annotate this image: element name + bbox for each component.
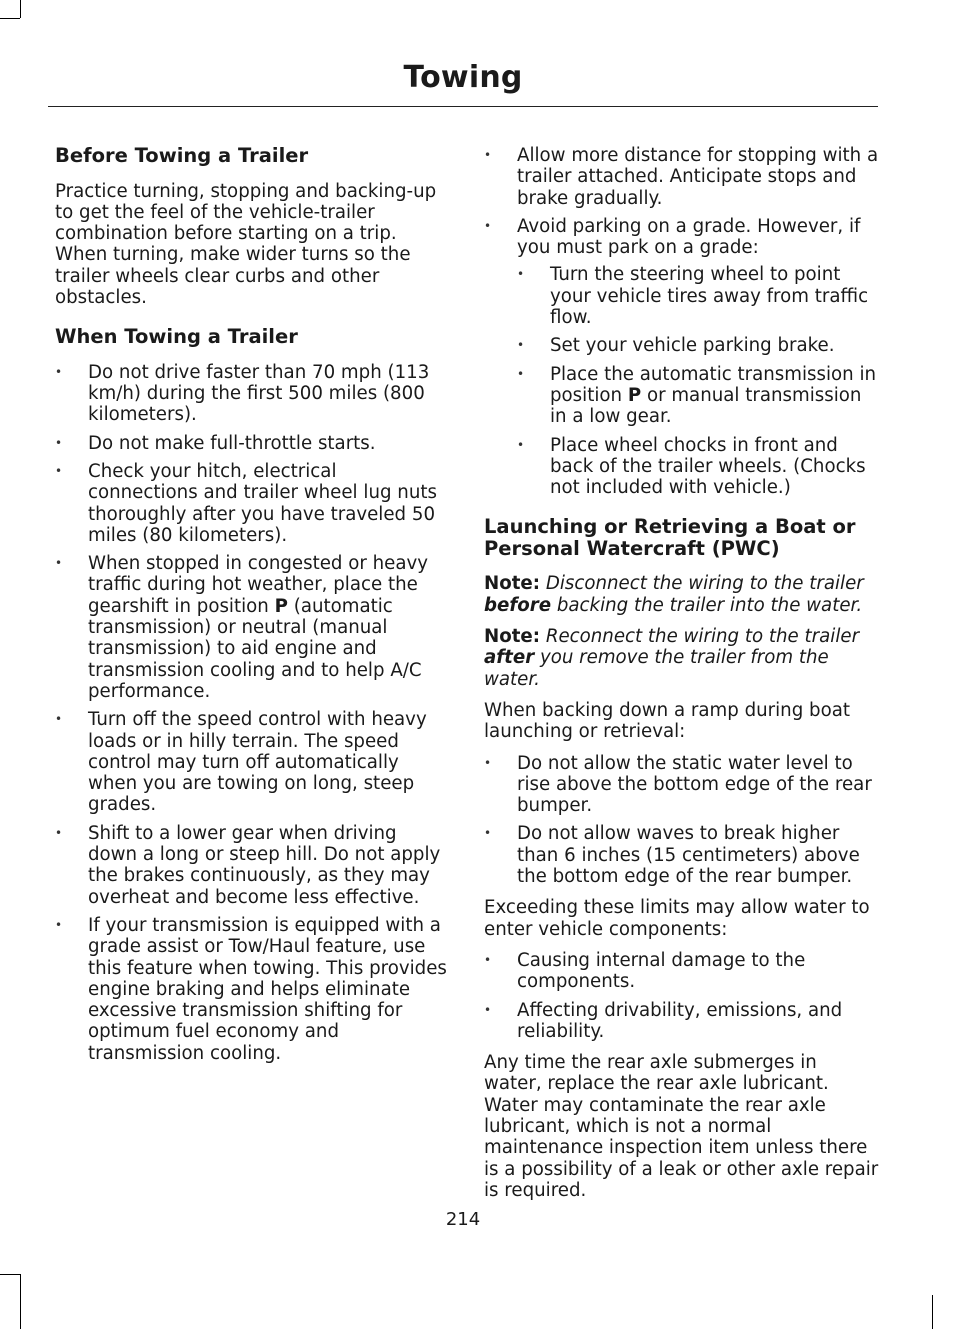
item-text: When stopped in congested or heavy traffic during hot weather, place the gearshift in position xyxy=(88,553,428,617)
sub-list-item xyxy=(517,364,879,428)
stopping-list xyxy=(484,145,879,498)
list-item: • Affecting drivability, emissions, and reliability. xyxy=(484,1000,879,1043)
list-item: • Do not drive faster than 70 mph (113 km/h) during the first 500 miles (800 kilometers). xyxy=(55,362,450,426)
note-text: backing the trailer into the water. xyxy=(551,594,863,616)
list-item: • Allow more distance for stopping with a trailer attached. Anticipate stops and brake gradually. xyxy=(484,145,879,209)
before-towing-paragraph: Practice turning, stopping and backing-up to get the feel of the vehicle-trailer combination before starting on a trip. When turning, make wider turns so the trailer wheels clear curbs and other obstacles. xyxy=(55,180,437,308)
note-label: Note: xyxy=(484,626,541,648)
page-title: Towing xyxy=(403,60,523,95)
note-text: Reconnect the wiring to the trailer xyxy=(540,626,860,648)
list-item: • Shift to a lower gear when driving down a long or steep hill. Do not apply the brakes continuously, as they may overheat and become less effective. xyxy=(55,823,450,908)
title-rule xyxy=(48,106,878,107)
note-emphasis: after xyxy=(484,647,535,669)
crop-mark-top-left-v xyxy=(20,0,21,18)
ramp-paragraph: When backing down a ramp during boat launching or retrieval: xyxy=(484,699,850,743)
parking-sublist xyxy=(517,264,879,498)
note-disconnect xyxy=(484,573,879,616)
axle-paragraph: Any time the rear axle submerges in water, replace the rear axle lubricant. Water may contaminate the rear axle lubricant, which is not a normal maintenance inspection item unless there is a possibility of a leak or other axle repair is required. xyxy=(484,1052,879,1201)
exceeding-paragraph: Exceeding these limits may allow water to enter vehicle components: xyxy=(484,897,870,940)
left-column xyxy=(55,145,450,1074)
crop-mark-bottom-left-h xyxy=(0,1274,20,1275)
crop-mark-bottom-left-v xyxy=(20,1274,21,1329)
right-column xyxy=(484,145,879,1211)
list-item: • Do not make full-throttle starts. xyxy=(55,433,450,454)
note-label: Note: xyxy=(484,573,541,595)
note-text: Disconnect the wiring to the trailer xyxy=(540,573,864,595)
item-text: Avoid parking on a grade. However, if you must park on a grade: xyxy=(517,215,861,259)
sub-list-item: • Turn the steering wheel to point your vehicle tires away from traffic flow. xyxy=(517,264,879,328)
list-item: • Causing internal damage to the components. xyxy=(484,950,879,993)
effects-list xyxy=(484,950,879,1042)
item-text: or manual transmission in a low gear. xyxy=(550,384,862,428)
when-towing-heading: When Towing a Trailer xyxy=(55,325,298,349)
ramp-list xyxy=(484,753,879,888)
list-item: • If your transmission is equipped with a grade assist or Tow/Haul feature, use this feature when towing. This provides engine braking and helps eliminate excessive transmission shifting for optimum fuel economy and transmission cooling. xyxy=(55,915,450,1064)
note-text: you remove the trailer from the water. xyxy=(484,647,829,690)
list-item xyxy=(55,553,450,702)
launching-heading: Launching or Retrieving a Boat or Personal Watercraft (PWC) xyxy=(484,515,856,560)
item-text: (automatic transmission) or neutral (manual transmission) to aid engine and transmission cooling and to help A/C performance. xyxy=(88,595,422,702)
list-item: • Turn off the speed control with heavy loads or in hilly terrain. The speed control may turn off automatically when you are towing on long, steep grades. xyxy=(55,709,450,815)
gear-position-p: P xyxy=(627,384,642,406)
list-item xyxy=(484,216,879,499)
sub-list-item: • Set your vehicle parking brake. xyxy=(517,335,879,356)
note-reconnect xyxy=(484,626,879,690)
crop-mark-bottom-right-v xyxy=(932,1295,933,1329)
sub-list-item: • Place wheel chocks in front and back of the trailer wheels. (Chocks not included with vehicle.) xyxy=(517,435,879,499)
crop-mark-top-left-h xyxy=(0,18,20,19)
when-towing-list xyxy=(55,362,450,1064)
item-text: Place the automatic transmission in position xyxy=(550,363,877,406)
list-item: • Do not allow waves to break higher than 6 inches (15 centimeters) above the bottom edge of the rear bumper. xyxy=(484,823,879,887)
list-item: • Do not allow the static water level to rise above the bottom edge of the rear bumper. xyxy=(484,753,879,817)
before-towing-heading: Before Towing a Trailer xyxy=(55,144,309,167)
note-emphasis: before xyxy=(484,594,552,616)
gear-position-p: P xyxy=(274,595,288,617)
page-number: 214 xyxy=(445,1209,481,1230)
list-item: • Check your hitch, electrical connections and trailer wheel lug nuts thoroughly after you have traveled 50 miles (80 kilometers). xyxy=(55,461,450,546)
